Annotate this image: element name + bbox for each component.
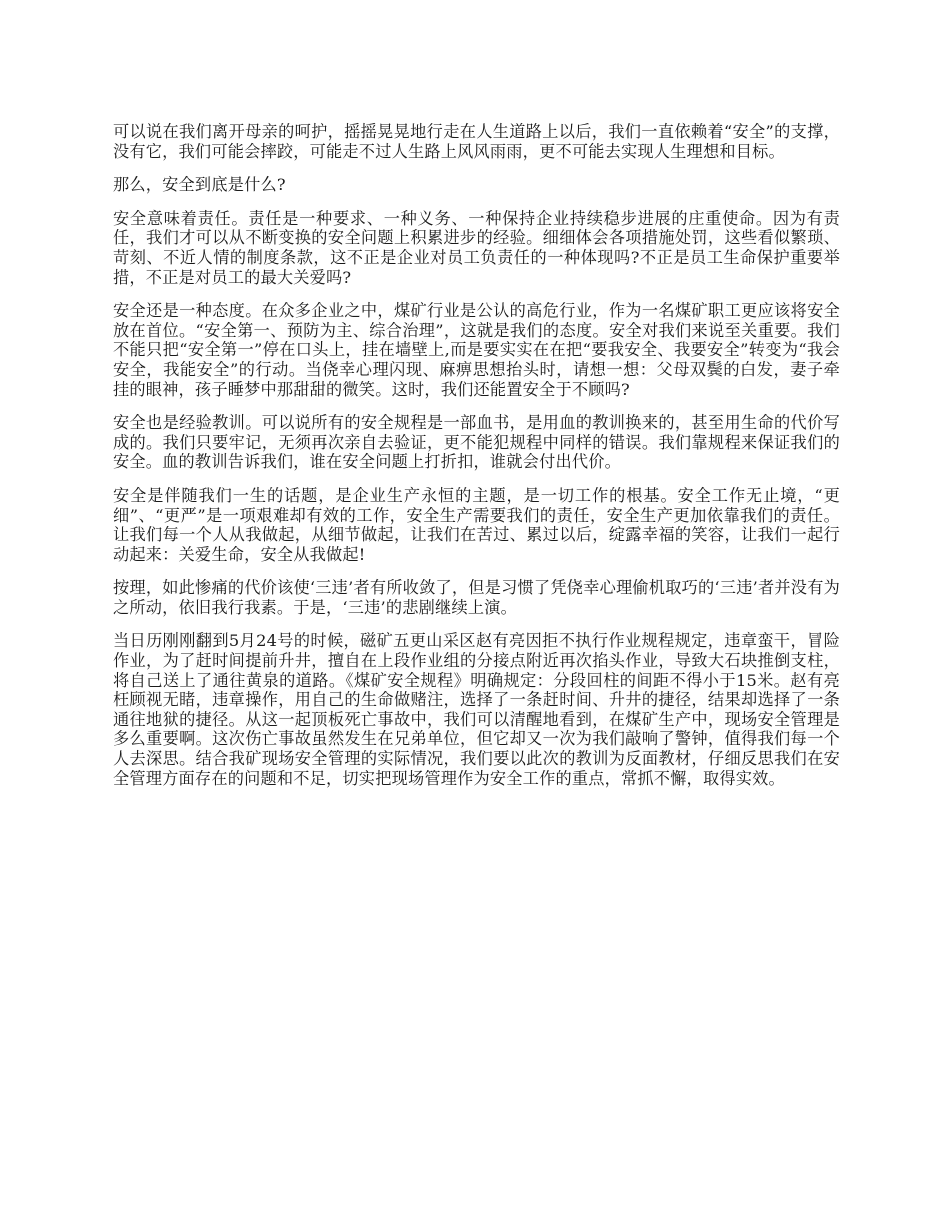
document-body (113, 122, 840, 802)
paragraph: 当日历刚刚翻到5月24号的时候，磁矿五更山采区赵有亮因拒不执行作业规程规定，违章蛮干，冒险作业，为了赶时间提前升井，擅自在上段作业组的分接点附近再次掐头作业，导致大石块推倒支柱，将自己送上了通往黄泉的道路。《煤矿安全规程》明确规定：分段回柱的间距不得小于15米。赵有亮枉顾视无睹，违章操作，用自己的生命做赌注，选择了一条赶时间、升井的捷径，结果却选择了一条通往地狱的捷径。从这一起顶板死亡事故中，我们可以清醒地看到，在煤矿生产中，现场安全管理是多么重要啊。这次伤亡事故虽然发生在兄弟单位，但它却又一次为我们敲响了警钟，值得我们每一个人去深思。结合我矿现场安全管理的实际情况，我们要以此次的教训为反面教材，仔细反思我们在安全管理方面存在的问题和不足，切实把现场管理作为安全工作的重点，常抓不懈，取得实效。 (113, 631, 840, 788)
paragraph: 那么，安全到底是什么? (113, 175, 286, 195)
paragraph: 可以说在我们离开母亲的呵护，摇摇晃晃地行走在人生道路上以后，我们一直依赖着“安全”的支撑，没有它，我们可能会摔跤，可能走不过人生路上风风雨雨，更不可能去实现人生理想和目标。 (113, 122, 840, 161)
paragraph: 安全意味着责任。责任是一种要求、一种义务、一种保持企业持续稳步进展的庄重使命。因为有责任，我们才可以从不断变换的安全问题上积累进步的经验。细细体会各项措施处罚，这些看似繁琐、苛刻、不近人情的制度条款，这不正是企业对员工负责任的一种体现吗?不正是员工生命保护重要举措，不正是对员工的最大关爱吗? (113, 208, 840, 287)
paragraph: 安全也是经验教训。可以说所有的安全规程是一部血书，是用血的教训换来的，甚至用生命的代价写成的。我们只要牢记，无须再次亲自去验证，更不能犯规程中同样的错误。我们靠规程来保证我们的安全。血的教训告诉我们，谁在安全问题上打折扣，谁就会付出代价。 (113, 413, 840, 472)
paragraph: 安全是伴随我们一生的话题，是企业生产永恒的主题，是一切工作的根基。安全工作无止境，“更细”、“更严”是一项艰难却有效的工作，安全生产需要我们的责任，安全生产更加依靠我们的责任。让我们每一个人从我做起，从细节做起，让我们在苦过、累过以后，绽露幸福的笑容，让我们一起行动起来：关爱生命，安全从我做起! (113, 485, 840, 564)
paragraph: 安全还是一种态度。在众多企业之中，煤矿行业是公认的高危行业，作为一名煤矿职工更应该将安全放在首位。“安全第一、预防为主、综合治理”，这就是我们的态度。安全对我们来说至关重要。我们不能只把“安全第一”停在口头上，挂在墙壁上,而是要实实在在把“要我安全、我要安全”转变为“我会安全，我能安全”的行动。当侥幸心理闪现、麻痹思想抬头时，请想一想：父母双鬓的白发，妻子牵挂的眼神，孩子睡梦中那甜甜的微笑。这时，我们还能置安全于不顾吗? (113, 301, 840, 399)
paragraph: 按理，如此惨痛的代价该使‘三违’者有所收敛了，但是习惯了凭侥幸心理偷机取巧的‘三违’者并没有为之所动，依旧我行我素。于是，‘三违’的悲剧继续上演。 (113, 578, 840, 617)
